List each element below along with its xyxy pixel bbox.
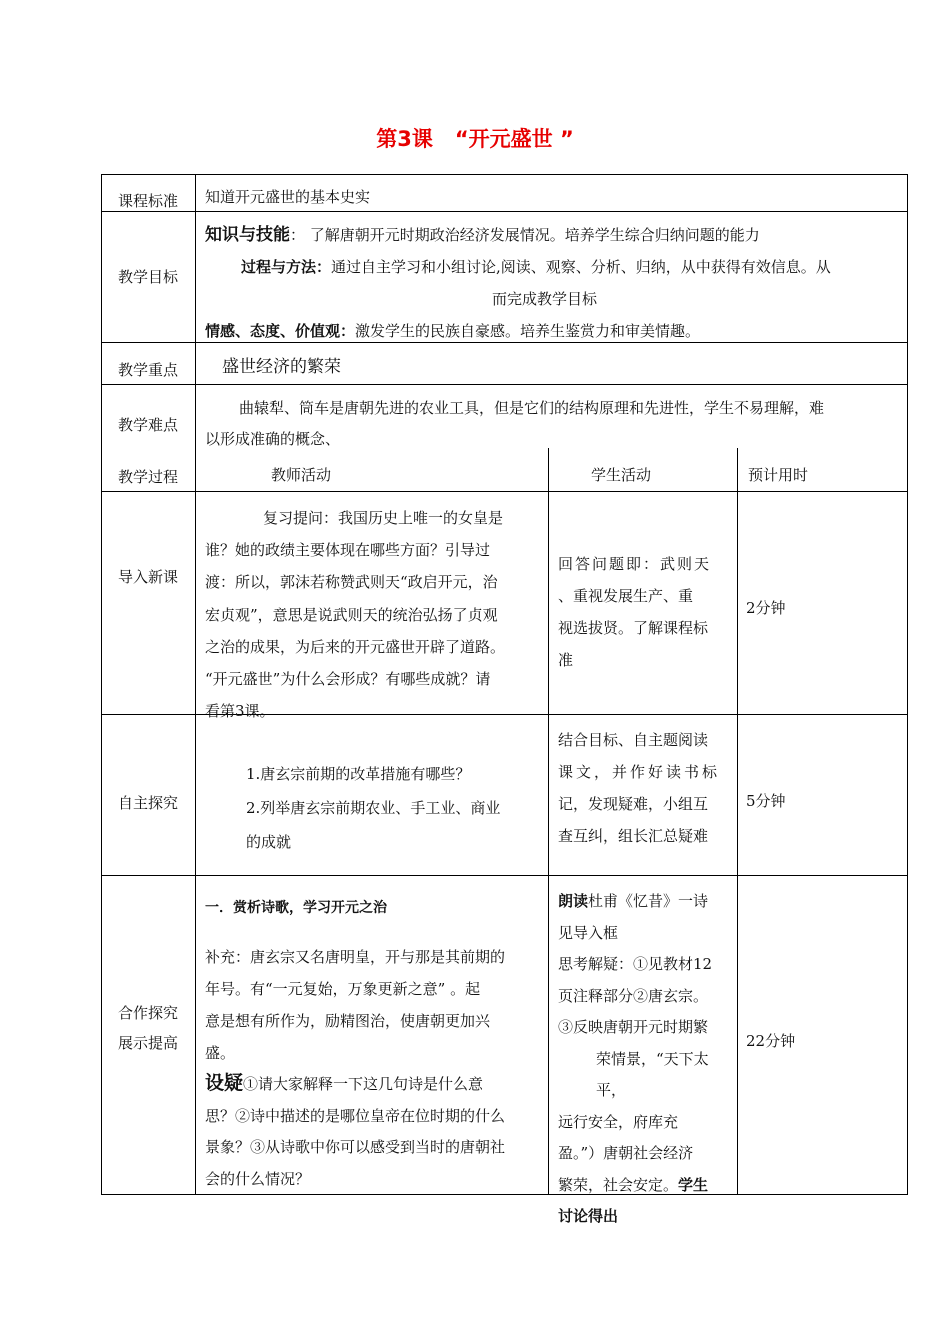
student-tail: 学生 (678, 1175, 709, 1194)
row-label-key-point: 教学重点 (117, 361, 178, 379)
cooperation-heading: 一．赏析诗歌，学习开元之治 (205, 900, 387, 916)
table-col-divider (195, 174, 196, 1195)
goal-process (241, 256, 831, 278)
self-study-question: 1.唐玄宗前期的改革措施有哪些？ (246, 765, 471, 783)
cooperation-questions (205, 1068, 545, 1195)
row-label-difficulty: 教学难点 (117, 416, 178, 434)
self-study-student-line: 结合目标、自主题阅读 (558, 731, 709, 749)
self-study-student-line: 记，发现疑难，小组互 (558, 795, 709, 813)
student-read-label: 朗读 (558, 892, 589, 910)
lesson-name: “开元盛世 ” (454, 127, 574, 151)
self-study-question: 的成就 (246, 833, 292, 851)
header-teacher: 教师活动 (271, 466, 332, 484)
goal-emotion (205, 320, 700, 342)
key-point-text: 盛世经济的繁荣 (222, 357, 341, 377)
intro-teacher-line: 谁？她的政绩主要体现在哪些方面？引导过 (205, 541, 491, 560)
question-text: ①请大家解释一下这几句诗是什么意 (243, 1075, 484, 1093)
header-student: 学生活动 (591, 466, 652, 484)
student-line: ③反映唐朝开元时期繁 (558, 1018, 709, 1036)
self-study-teacher (246, 757, 546, 859)
table-rule (101, 342, 908, 343)
question-line: 会的什么情况？ (205, 1169, 311, 1188)
cooperation-time: 22分钟 (746, 1032, 796, 1050)
intro-teacher-line: 复习提问：我国历史上唯一的女皇是 (263, 509, 504, 527)
row-label-process: 教学过程 (117, 468, 178, 486)
difficulty-line-2: 以形成准确的概念、 (205, 430, 341, 448)
intro-teacher-line: “开元盛世”为什么会形成？有哪些成就？请 (205, 670, 491, 689)
goal-process-cont: 而完成教学目标 (492, 290, 598, 308)
intro-teacher (205, 502, 545, 727)
row-label-standard: 课程标准 (117, 192, 178, 210)
intro-student-line: 准 (558, 651, 574, 669)
student-line (558, 1170, 733, 1202)
knowledge-text: 了解唐朝开元时期政治经济发展情况。培养学生综合归纳问题的能力 (309, 226, 760, 244)
supplement-line: 年号。有“一元复始，万象更新之意” 。起 (205, 980, 481, 998)
table-rule (101, 875, 908, 876)
student-line: 盈。”）唐朝社会经济 (558, 1144, 694, 1162)
question-label: 设疑 (205, 1072, 244, 1094)
standard-text: 知道开元盛世的基本史实 (205, 188, 371, 206)
emotion-label: 情感、态度、价值观： (205, 322, 356, 340)
supplement-line: 补充：唐玄宗又名唐明皇，开与那是其前期的 (205, 948, 506, 966)
table-border-top (101, 174, 908, 175)
table-col-divider (548, 448, 549, 1195)
intro-time: 2分钟 (746, 599, 786, 617)
intro-student-line: 回答问题即：武则天 (558, 555, 712, 573)
cooperation-label-line: 展示提高 (117, 1034, 178, 1052)
self-study-time: 5分钟 (746, 792, 786, 810)
emotion-text: 激发学生的民族自豪感。培养生鉴赏力和审美情趣。 (355, 322, 701, 340)
student-line: 荣情景，“天下太平， (596, 1049, 709, 1099)
table-rule (101, 491, 908, 492)
row-label-goals: 教学目标 (117, 268, 178, 286)
question-line (205, 1068, 545, 1101)
table-border-right (907, 174, 908, 1195)
intro-teacher-line: 之治的成果，为后来的开元盛世开辟了道路。 (205, 637, 506, 656)
question-line: 思？②诗中描述的是哪位皇帝在位时期的什么 (205, 1106, 506, 1125)
table-col-divider (737, 448, 738, 1195)
table-rule (101, 384, 908, 385)
header-time: 预计用时 (748, 466, 809, 484)
process-text: 通过自主学习和小组讨论,阅读、观察、分析、归纳，从中获得有效信息。从 (331, 258, 831, 276)
intro-teacher-line: 渡：所以，郭沫若称赞武则天“政启开元，治 (205, 573, 498, 592)
intro-student (558, 548, 733, 676)
cooperation-supplement (205, 941, 545, 1069)
student-tail-line: 讨论得出 (558, 1207, 619, 1225)
student-line: 远行安全，府库充 (558, 1112, 679, 1131)
student-line: 页注释部分②唐玄宗。 (558, 986, 709, 1005)
self-study-student (558, 724, 733, 852)
student-read-text: 杜甫《忆昔》一诗 (588, 892, 709, 910)
page-title (0, 123, 950, 153)
supplement-line: 盛。 (205, 1044, 236, 1062)
intro-student-line: 视选拔贤。了解课程标 (558, 619, 709, 637)
cooperation-student (558, 886, 733, 1233)
supplement-line: 意是想有所作为，励精图治，使唐朝更加兴 (205, 1012, 491, 1030)
row-label-cooperation (101, 998, 195, 1058)
cooperation-label-line: 合作探究 (117, 1004, 178, 1022)
self-study-question: 2.列举唐玄宗前期农业、手工业、商业 (246, 799, 501, 817)
question-line: 景象？③从诗歌中你可以感受到当时的唐朝社 (205, 1138, 506, 1156)
self-study-student-line: 课文，并作好读书标 (558, 763, 721, 781)
intro-teacher-line: 宏贞观”，意思是说武则天的统治弘扬了贞观 (205, 605, 498, 624)
difficulty-line-1: 曲辕犁、筒车是唐朝先进的农业工具，但是它们的结构原理和先进性，学生不易理解，难 (239, 399, 825, 417)
student-read-line (558, 886, 733, 918)
table-rule (101, 211, 908, 212)
knowledge-label: 知识与技能 (205, 225, 290, 245)
intro-teacher-line: 看第3课。 (205, 702, 275, 721)
student-line-text: 繁荣，社会安定。 (558, 1175, 679, 1194)
intro-student-line: 、重视发展生产、重 (558, 587, 694, 605)
row-label-self-study: 自主探究 (117, 794, 178, 812)
process-label: 过程与方法： (241, 258, 332, 276)
student-line: 思考解疑：①见教材12 (558, 955, 713, 973)
row-label-intro: 导入新课 (117, 568, 178, 586)
lesson-number: 第3课 (376, 127, 433, 151)
student-line: 见导入框 (558, 923, 619, 942)
knowledge-sep: ： (290, 226, 306, 244)
self-study-student-line: 查互纠，组长汇总疑难 (558, 827, 709, 845)
goal-knowledge (205, 224, 760, 246)
